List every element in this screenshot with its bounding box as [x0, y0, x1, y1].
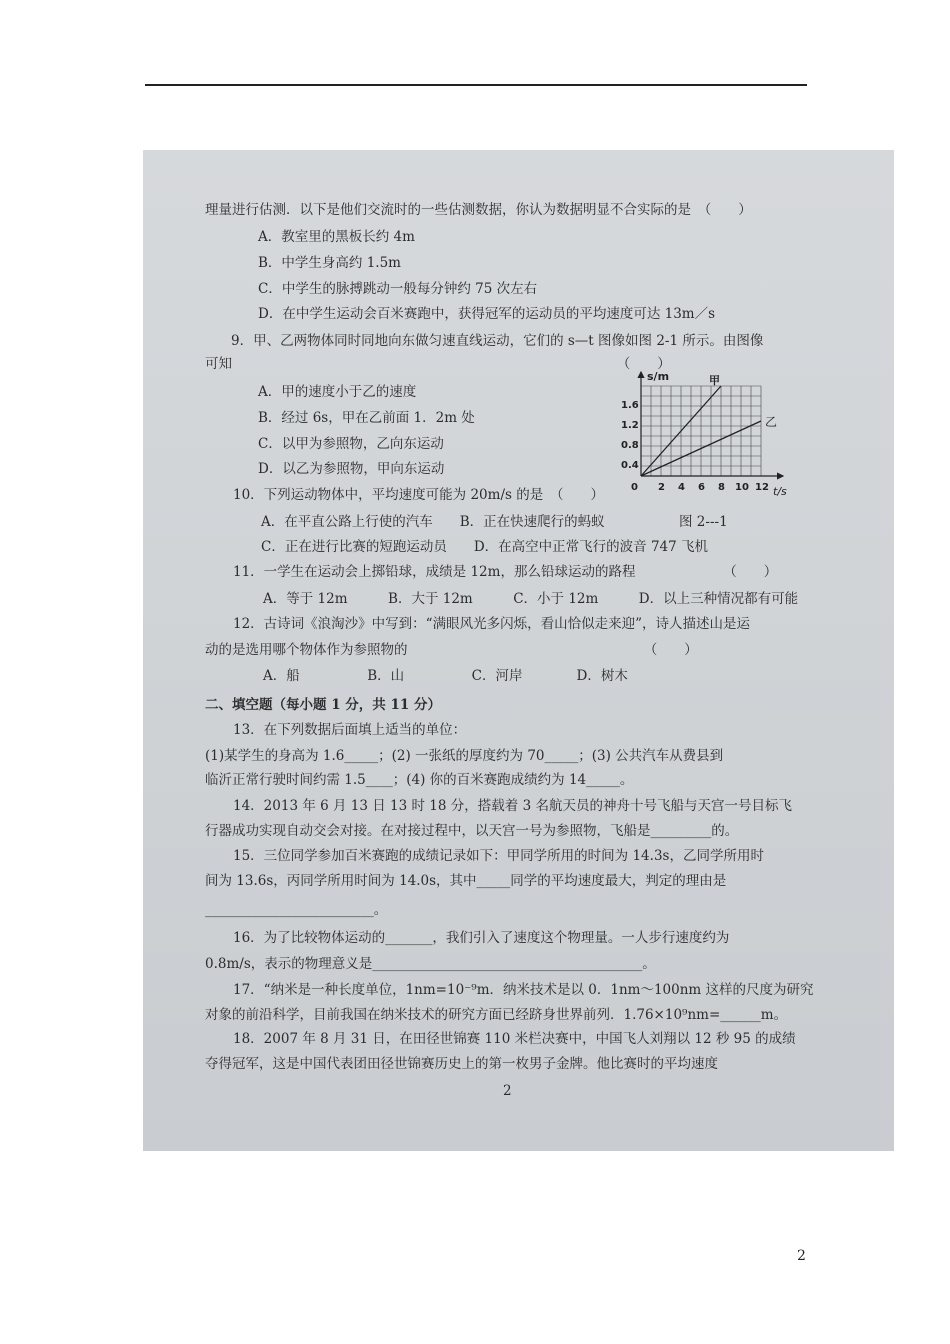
inner-page-number: 2: [503, 1083, 512, 1099]
question-10-options-cd: C．正在进行比赛的短跑运动员 D．在高空中正常飞行的波音 747 飞机: [261, 539, 709, 555]
question-12-options: A．船 B．山 C．河岸 D．树木: [263, 668, 628, 684]
question-15: 15．三位同学参加百米赛跑的成绩记录如下：甲同学所用的时间为 14.3s，乙同学所用时: [233, 848, 764, 864]
question-15-cont: 间为 13.6s，丙同学所用时间为 14.0s，其中_____同学的平均速度最大，判定的理由是: [205, 873, 727, 889]
option-c: C．以甲为参照物，乙向东运动: [258, 436, 444, 452]
y-tick: 1.6: [621, 400, 639, 411]
x-tick: 12: [755, 482, 769, 493]
question-15-answer: _________________________。: [205, 902, 388, 918]
option-d: D．以乙为参照物，甲向东运动: [258, 461, 445, 477]
question-18-cont: 夺得冠军，这是中国代表团田径世锦赛历史上的第一枚男子金牌。他比赛时的平均速度: [205, 1056, 718, 1072]
x-tick: 2: [658, 482, 665, 493]
question-11: 11．一学生在运动会上掷铅球，成绩是 12m，那么铅球运动的路程 （ ）: [233, 564, 778, 580]
y-tick: 0.8: [621, 440, 639, 451]
question-12-cont: 动的是选用哪个物体作为参照物的 （ ）: [205, 642, 698, 658]
option-a: A．教室里的黑板长约 4m: [258, 229, 415, 245]
figure-caption: 图 2---1: [679, 514, 728, 530]
text-line: 理量进行估测．以下是他们交流时的一些估测数据，你认为数据明显不合实际的是 （ ）: [205, 202, 752, 218]
question-18: 18．2007 年 8 月 31 日，在田径世锦赛 110 米栏决赛中，中国飞人刘翔以 12 秒 95 的成绩: [233, 1031, 796, 1047]
question-16: 16．为了比较物体运动的_______，我们引入了速度这个物理量。一人步行速度约为: [233, 930, 730, 946]
option-b: B．经过 6s，甲在乙前面 1．2m 处: [258, 410, 475, 426]
question-14: 14．2013 年 6 月 13 日 13 时 18 分，搭载着 3 名航天员的神舟十号飞船与天宫一号目标飞: [233, 798, 792, 814]
y-axis-label: s/m: [647, 370, 670, 383]
question-9-cont: 可知 （ ）: [205, 356, 671, 372]
series-label-yi: 乙: [765, 415, 778, 429]
question-11-options: A．等于 12m B．大于 12m C．小于 12m D．以上三种情况都有可能: [263, 591, 799, 607]
question-17-cont: 对象的前沿科学，目前我国在纳米技术的研究方面已经跻身世界前列．1.76×10⁹nm=______m。: [205, 1007, 788, 1023]
question-13-line: (1)某学生的身高为 1.6_____；(2) 一张纸的厚度约为 70_____；(3) 公共汽车从费县到: [205, 748, 724, 764]
series-label-jia: 甲: [709, 374, 720, 387]
question-14-cont: 行器成功实现自动交会对接。在对接过程中，以天宫一号为参照物，飞船是_________的。: [205, 823, 739, 839]
header-rule: [145, 84, 807, 86]
x-tick: 0: [631, 482, 638, 493]
x-tick: 8: [718, 482, 725, 493]
x-tick: 6: [698, 482, 705, 493]
scanned-exam-photo: [143, 150, 894, 1151]
question-13: 13．在下列数据后面填上适当的单位：: [233, 722, 467, 738]
option-d: D．在中学生运动会百米赛跑中，获得冠军的运动员的平均速度可达 13m／s: [258, 306, 716, 322]
x-tick: 4: [678, 482, 685, 493]
question-10: 10．下列运动物体中，平均速度可能为 20m/s 的是 （ ）: [233, 487, 604, 503]
question-16-cont: 0.8m/s，表示的物理意义是________________________________________。: [205, 956, 656, 972]
option-b: B．中学生身高约 1.5m: [258, 255, 401, 271]
graph-grid: [641, 386, 761, 476]
question-9: 9．甲、乙两物体同时同地向东做匀速直线运动，它们的 s—t 图像如图 2-1 所示。由图像: [231, 333, 764, 349]
question-13-line: 临沂正常行驶时间约需 1.5____；(4) 你的百米赛跑成绩约为 14_____。: [205, 772, 634, 788]
x-tick: 10: [735, 482, 749, 493]
x-axis-label: t/s: [773, 485, 787, 498]
s-t-graph: [621, 368, 791, 498]
y-tick: 0.4: [621, 460, 639, 471]
question-17: 17．“纳米是一种长度单位，1nm=10⁻⁹m．纳米技术是以 0．1nm～100nm 这样的尺度为研究: [233, 982, 814, 998]
page-number: 2: [797, 1248, 806, 1264]
option-c: C．中学生的脉搏跳动一般每分钟约 75 次左右: [258, 281, 538, 297]
option-a: A．甲的速度小于乙的速度: [258, 384, 417, 400]
question-12: 12．古诗词《浪淘沙》中写到：“满眼风光多闪烁，看山恰似走来迎”，诗人描述山是运: [233, 616, 750, 632]
y-tick: 1.2: [621, 420, 639, 431]
section-title: 二、填空题（每小题 1 分，共 11 分）: [205, 697, 441, 713]
question-10-options-ab: A．在平直公路上行使的汽车 B．正在快速爬行的蚂蚁: [261, 514, 605, 530]
